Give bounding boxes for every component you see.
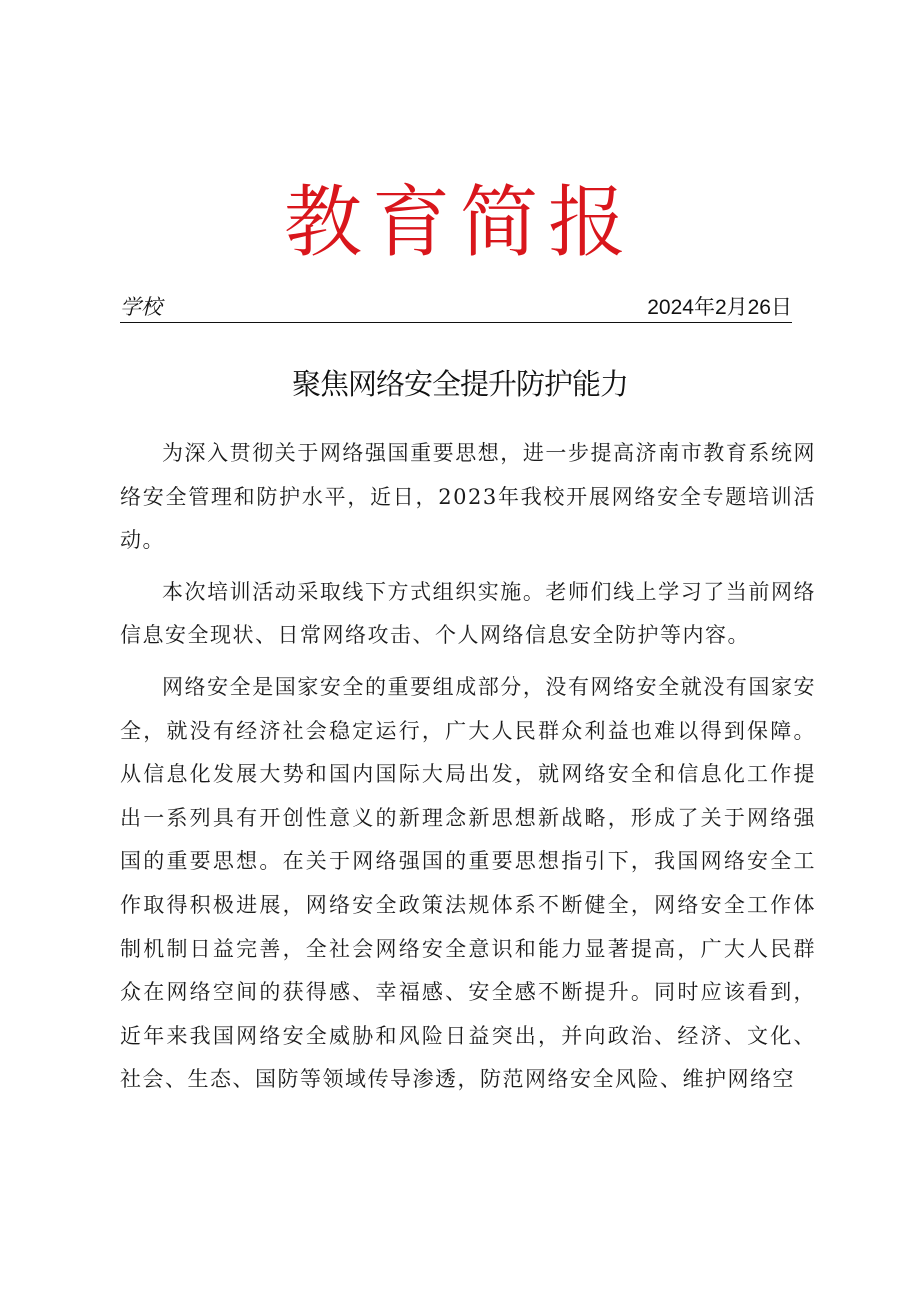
article-title: 聚焦网络安全提升防护能力 [291, 367, 628, 401]
paragraph: 本次培训活动采取线下方式组织实施。老师们线上学习了当前网络信息安全现状、日常网络攻击、个人网络信息安全防护等内容。 [120, 579, 816, 648]
article-body [120, 432, 816, 1110]
school-label: 学校 [120, 296, 162, 319]
masthead-title: 教育简报 [283, 178, 636, 268]
dateline [120, 294, 792, 323]
paragraph: 为深入贯彻关于网络强国重要思想，进一步提高济南市教育系统网络安全管理和防护水平，近日，2023年我校开展网络安全专题培训活动。 [120, 441, 816, 553]
issue-date: 2024年2月26日 [647, 296, 792, 319]
paragraph: 网络安全是国家安全的重要组成部分，没有网络安全就没有国家安全，就没有经济社会稳定运行，广大人民群众利益也难以得到保障。从信息化发展大势和国内国际大局出发，就网络安全和信息化工作提出一系列具有开创性意义的新理念新思想新战略，形成了关于网络强国的重要思想。在关于网络强国的重要思想指引下，我国网络安全工作取得积极进展，网络安全政策法规体系不断健全，网络安全工作体制机制日益完善，全社会网络安全意识和能力显著提高，广大人民群众在网络空间的获得感、幸福感、安全感不断提升。同时应该看到，近年来我国网络安全威胁和风险日益突出，并向政治、经济、文化、社会、生态、国防等领域传导渗透，防范网络安全风险、维护网络空 [120, 674, 816, 1092]
